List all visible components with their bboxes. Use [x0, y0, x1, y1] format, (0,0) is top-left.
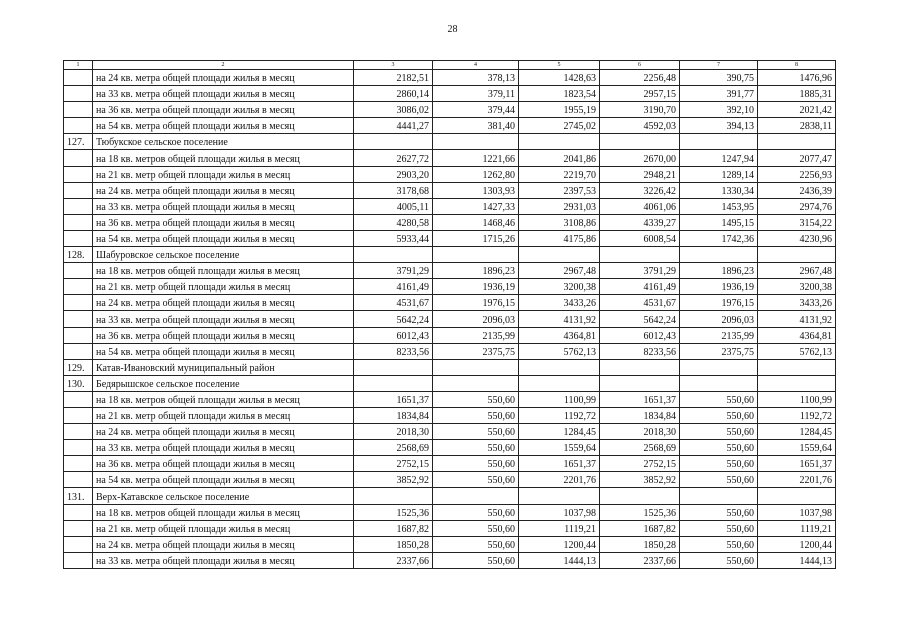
value-cell: 550,60 [433, 424, 519, 440]
value-cell: 1444,13 [519, 552, 600, 568]
value-cell: 550,60 [433, 456, 519, 472]
row-label: на 21 кв. метр общей площади жилья в месяц [93, 520, 354, 536]
row-label: на 18 кв. метров общей площади жилья в месяц [93, 391, 354, 407]
value-cell: 1192,72 [519, 407, 600, 423]
value-cell: 4161,49 [354, 279, 433, 295]
value-cell: 1936,19 [433, 279, 519, 295]
value-cell: 1525,36 [354, 504, 433, 520]
value-cell: 1896,23 [433, 263, 519, 279]
value-cell: 3154,22 [758, 214, 836, 230]
section-title: Тюбукское сельское поселение [93, 134, 354, 150]
value-cell: 4364,81 [519, 327, 600, 343]
value-cell: 2568,69 [354, 440, 433, 456]
value-cell: 550,60 [680, 472, 758, 488]
value-cell: 2021,42 [758, 102, 836, 118]
section-title: Катав-Ивановский муниципальный район [93, 359, 354, 375]
column-number-row [64, 61, 836, 70]
row-label: на 24 кв. метра общей площади жилья в месяц [93, 295, 354, 311]
value-cell: 3200,38 [758, 279, 836, 295]
empty-index-cell [64, 150, 93, 166]
value-cell: 2077,47 [758, 150, 836, 166]
value-cell: 1687,82 [354, 520, 433, 536]
row-label: на 24 кв. метра общей площади жилья в месяц [93, 424, 354, 440]
value-cell: 1262,80 [433, 166, 519, 182]
table-row [64, 198, 836, 214]
row-label: на 36 кв. метра общей площади жилья в месяц [93, 102, 354, 118]
value-cell: 550,60 [680, 552, 758, 568]
value-cell: 2974,76 [758, 198, 836, 214]
empty-index-cell [64, 102, 93, 118]
value-cell: 3852,92 [354, 472, 433, 488]
value-cell: 3791,29 [354, 263, 433, 279]
value-cell: 4280,58 [354, 214, 433, 230]
empty-index-cell [64, 343, 93, 359]
empty-index-cell [64, 70, 93, 86]
value-cell: 5642,24 [354, 311, 433, 327]
value-cell: 3852,92 [600, 472, 680, 488]
value-cell: 2931,03 [519, 198, 600, 214]
empty-cell [680, 375, 758, 391]
value-cell: 5762,13 [758, 343, 836, 359]
value-cell: 2018,30 [600, 424, 680, 440]
empty-cell [600, 375, 680, 391]
value-cell: 4005,11 [354, 198, 433, 214]
value-cell: 1476,96 [758, 70, 836, 86]
tariff-table [63, 60, 836, 569]
table-row [64, 118, 836, 134]
empty-cell [354, 359, 433, 375]
empty-index-cell [64, 552, 93, 568]
empty-index-cell [64, 230, 93, 246]
table-row [64, 86, 836, 102]
value-cell: 4131,92 [519, 311, 600, 327]
value-cell: 2256,93 [758, 166, 836, 182]
empty-cell [519, 359, 600, 375]
value-cell: 6012,43 [600, 327, 680, 343]
value-cell: 1119,21 [758, 520, 836, 536]
value-cell: 390,75 [680, 70, 758, 86]
empty-index-cell [64, 391, 93, 407]
value-cell: 2903,20 [354, 166, 433, 182]
value-cell: 1834,84 [600, 407, 680, 423]
empty-index-cell [64, 198, 93, 214]
value-cell: 3226,42 [600, 182, 680, 198]
value-cell: 1428,63 [519, 70, 600, 86]
row-label: на 21 кв. метр общей площади жилья в месяц [93, 407, 354, 423]
value-cell: 1936,19 [680, 279, 758, 295]
empty-cell [680, 247, 758, 263]
value-cell: 3086,02 [354, 102, 433, 118]
empty-index-cell [64, 118, 93, 134]
value-cell: 378,13 [433, 70, 519, 86]
value-cell: 1850,28 [354, 536, 433, 552]
value-cell: 3791,29 [600, 263, 680, 279]
value-cell: 1742,36 [680, 230, 758, 246]
value-cell: 1651,37 [519, 456, 600, 472]
value-cell: 2041,86 [519, 150, 600, 166]
empty-cell [433, 247, 519, 263]
value-cell: 550,60 [680, 407, 758, 423]
section-title: Шабуровское сельское поселение [93, 247, 354, 263]
row-label: на 54 кв. метра общей площади жилья в месяц [93, 230, 354, 246]
value-cell: 3433,26 [519, 295, 600, 311]
value-cell: 3200,38 [519, 279, 600, 295]
row-label: на 36 кв. метра общей площади жилья в месяц [93, 214, 354, 230]
value-cell: 1200,44 [758, 536, 836, 552]
value-cell: 5933,44 [354, 230, 433, 246]
row-label: на 24 кв. метра общей площади жилья в месяц [93, 536, 354, 552]
empty-index-cell [64, 407, 93, 423]
row-label: на 33 кв. метра общей площади жилья в месяц [93, 552, 354, 568]
empty-cell [433, 359, 519, 375]
value-cell: 1330,34 [680, 182, 758, 198]
section-row [64, 134, 836, 150]
value-cell: 2627,72 [354, 150, 433, 166]
table-row [64, 504, 836, 520]
table-row [64, 70, 836, 86]
value-cell: 550,60 [680, 391, 758, 407]
value-cell: 2967,48 [758, 263, 836, 279]
row-label: на 36 кв. метра общей площади жилья в месяц [93, 456, 354, 472]
value-cell: 1525,36 [600, 504, 680, 520]
empty-cell [758, 247, 836, 263]
empty-index-cell [64, 279, 93, 295]
section-row [64, 359, 836, 375]
value-cell: 550,60 [680, 504, 758, 520]
value-cell: 1453,95 [680, 198, 758, 214]
value-cell: 1037,98 [519, 504, 600, 520]
empty-index-cell [64, 311, 93, 327]
empty-cell [519, 134, 600, 150]
value-cell: 2568,69 [600, 440, 680, 456]
column-number: 3 [354, 61, 433, 70]
table-row [64, 552, 836, 568]
empty-cell [680, 359, 758, 375]
value-cell: 2375,75 [433, 343, 519, 359]
value-cell: 1976,15 [680, 295, 758, 311]
value-cell: 4592,03 [600, 118, 680, 134]
value-cell: 1715,26 [433, 230, 519, 246]
section-title: Верх-Катавское сельское поселение [93, 488, 354, 504]
table-row [64, 440, 836, 456]
table-row [64, 472, 836, 488]
column-number: 4 [433, 61, 519, 70]
empty-index-cell [64, 536, 93, 552]
value-cell: 2397,53 [519, 182, 600, 198]
value-cell: 1221,66 [433, 150, 519, 166]
empty-index-cell [64, 86, 93, 102]
table-row [64, 456, 836, 472]
row-label: на 24 кв. метра общей площади жилья в месяц [93, 182, 354, 198]
row-label: на 33 кв. метра общей площади жилья в месяц [93, 440, 354, 456]
empty-cell [433, 375, 519, 391]
empty-cell [519, 488, 600, 504]
empty-cell [600, 488, 680, 504]
section-row [64, 247, 836, 263]
table-row [64, 311, 836, 327]
page-number: 28 [447, 24, 458, 35]
value-cell: 2436,39 [758, 182, 836, 198]
value-cell: 3433,26 [758, 295, 836, 311]
value-cell: 2096,03 [433, 311, 519, 327]
empty-cell [354, 247, 433, 263]
empty-cell [758, 375, 836, 391]
table-row [64, 166, 836, 182]
empty-index-cell [64, 327, 93, 343]
value-cell: 8233,56 [354, 343, 433, 359]
row-label: на 33 кв. метра общей площади жилья в месяц [93, 86, 354, 102]
value-cell: 1289,14 [680, 166, 758, 182]
value-cell: 2096,03 [680, 311, 758, 327]
section-row [64, 488, 836, 504]
value-cell: 1976,15 [433, 295, 519, 311]
value-cell: 1468,46 [433, 214, 519, 230]
section-row [64, 375, 836, 391]
value-cell: 2256,48 [600, 70, 680, 86]
value-cell: 391,77 [680, 86, 758, 102]
table-row [64, 407, 836, 423]
empty-cell [433, 488, 519, 504]
value-cell: 1896,23 [680, 263, 758, 279]
empty-cell [519, 247, 600, 263]
value-cell: 550,60 [433, 504, 519, 520]
value-cell: 1100,99 [758, 391, 836, 407]
value-cell: 1885,31 [758, 86, 836, 102]
value-cell: 1651,37 [600, 391, 680, 407]
value-cell: 1687,82 [600, 520, 680, 536]
value-cell: 4339,27 [600, 214, 680, 230]
value-cell: 2219,70 [519, 166, 600, 182]
empty-cell [758, 488, 836, 504]
value-cell: 2745,02 [519, 118, 600, 134]
value-cell: 550,60 [680, 520, 758, 536]
table-row [64, 214, 836, 230]
empty-index-cell [64, 472, 93, 488]
row-label: на 54 кв. метра общей площади жилья в месяц [93, 118, 354, 134]
value-cell: 2860,14 [354, 86, 433, 102]
value-cell: 381,40 [433, 118, 519, 134]
empty-cell [600, 134, 680, 150]
value-cell: 379,11 [433, 86, 519, 102]
table-row [64, 279, 836, 295]
value-cell: 3178,68 [354, 182, 433, 198]
empty-cell [519, 375, 600, 391]
value-cell: 379,44 [433, 102, 519, 118]
empty-cell [680, 134, 758, 150]
value-cell: 3108,86 [519, 214, 600, 230]
row-label: на 18 кв. метров общей площади жилья в месяц [93, 150, 354, 166]
section-index: 128. [64, 247, 93, 263]
table-row [64, 150, 836, 166]
table-row [64, 295, 836, 311]
empty-cell [354, 375, 433, 391]
value-cell: 550,60 [433, 472, 519, 488]
value-cell: 8233,56 [600, 343, 680, 359]
value-cell: 1119,21 [519, 520, 600, 536]
column-number: 2 [93, 61, 354, 70]
value-cell: 550,60 [680, 424, 758, 440]
value-cell: 2375,75 [680, 343, 758, 359]
value-cell: 1444,13 [758, 552, 836, 568]
value-cell: 1192,72 [758, 407, 836, 423]
row-label: на 21 кв. метр общей площади жилья в месяц [93, 279, 354, 295]
row-label: на 21 кв. метр общей площади жилья в месяц [93, 166, 354, 182]
value-cell: 4531,67 [354, 295, 433, 311]
value-cell: 4131,92 [758, 311, 836, 327]
empty-index-cell [64, 182, 93, 198]
value-cell: 4061,06 [600, 198, 680, 214]
value-cell: 2337,66 [354, 552, 433, 568]
value-cell: 392,10 [680, 102, 758, 118]
value-cell: 2201,76 [758, 472, 836, 488]
value-cell: 4175,86 [519, 230, 600, 246]
value-cell: 1850,28 [600, 536, 680, 552]
empty-index-cell [64, 166, 93, 182]
empty-index-cell [64, 424, 93, 440]
value-cell: 1495,15 [680, 214, 758, 230]
value-cell: 1823,54 [519, 86, 600, 102]
table-row [64, 391, 836, 407]
table-row [64, 327, 836, 343]
value-cell: 6008,54 [600, 230, 680, 246]
column-number: 7 [680, 61, 758, 70]
empty-cell [600, 359, 680, 375]
value-cell: 550,60 [680, 456, 758, 472]
value-cell: 550,60 [433, 391, 519, 407]
column-number: 1 [64, 61, 93, 70]
section-index: 130. [64, 375, 93, 391]
row-label: на 18 кв. метров общей площади жилья в месяц [93, 504, 354, 520]
value-cell: 1200,44 [519, 536, 600, 552]
value-cell: 5762,13 [519, 343, 600, 359]
section-title: Бедярышское сельское поселение [93, 375, 354, 391]
value-cell: 1247,94 [680, 150, 758, 166]
value-cell: 1303,93 [433, 182, 519, 198]
value-cell: 3190,70 [600, 102, 680, 118]
empty-cell [433, 134, 519, 150]
empty-index-cell [64, 440, 93, 456]
table-row [64, 263, 836, 279]
empty-cell [758, 134, 836, 150]
empty-index-cell [64, 295, 93, 311]
empty-index-cell [64, 520, 93, 536]
table-body [64, 61, 836, 569]
value-cell: 2018,30 [354, 424, 433, 440]
value-cell: 550,60 [680, 440, 758, 456]
row-label: на 54 кв. метра общей площади жилья в месяц [93, 343, 354, 359]
table-row [64, 520, 836, 536]
value-cell: 2135,99 [433, 327, 519, 343]
table-row [64, 182, 836, 198]
empty-cell [354, 488, 433, 504]
row-label: на 33 кв. метра общей площади жилья в месяц [93, 198, 354, 214]
value-cell: 4161,49 [600, 279, 680, 295]
value-cell: 1284,45 [519, 424, 600, 440]
row-label: на 36 кв. метра общей площади жилья в месяц [93, 327, 354, 343]
row-label: на 18 кв. метров общей площади жилья в месяц [93, 263, 354, 279]
table-row [64, 424, 836, 440]
value-cell: 4441,27 [354, 118, 433, 134]
value-cell: 1100,99 [519, 391, 600, 407]
empty-cell [758, 359, 836, 375]
row-label: на 54 кв. метра общей площади жилья в месяц [93, 472, 354, 488]
section-index: 131. [64, 488, 93, 504]
value-cell: 2957,15 [600, 86, 680, 102]
row-label: на 33 кв. метра общей площади жилья в месяц [93, 311, 354, 327]
row-label: на 24 кв. метра общей площади жилья в месяц [93, 70, 354, 86]
value-cell: 1651,37 [758, 456, 836, 472]
empty-index-cell [64, 504, 93, 520]
section-index: 127. [64, 134, 93, 150]
column-number: 8 [758, 61, 836, 70]
value-cell: 1037,98 [758, 504, 836, 520]
value-cell: 2337,66 [600, 552, 680, 568]
value-cell: 2967,48 [519, 263, 600, 279]
value-cell: 550,60 [433, 520, 519, 536]
value-cell: 550,60 [433, 407, 519, 423]
value-cell: 1651,37 [354, 391, 433, 407]
value-cell: 2838,11 [758, 118, 836, 134]
value-cell: 2752,15 [600, 456, 680, 472]
table-row [64, 536, 836, 552]
value-cell: 1284,45 [758, 424, 836, 440]
column-number: 5 [519, 61, 600, 70]
empty-cell [354, 134, 433, 150]
empty-cell [680, 488, 758, 504]
column-number: 6 [600, 61, 680, 70]
value-cell: 2752,15 [354, 456, 433, 472]
value-cell: 550,60 [433, 440, 519, 456]
value-cell: 4364,81 [758, 327, 836, 343]
value-cell: 4230,96 [758, 230, 836, 246]
value-cell: 2182,51 [354, 70, 433, 86]
value-cell: 4531,67 [600, 295, 680, 311]
value-cell: 394,13 [680, 118, 758, 134]
value-cell: 550,60 [433, 536, 519, 552]
empty-index-cell [64, 263, 93, 279]
value-cell: 1955,19 [519, 102, 600, 118]
value-cell: 2135,99 [680, 327, 758, 343]
section-index: 129. [64, 359, 93, 375]
value-cell: 2670,00 [600, 150, 680, 166]
value-cell: 2201,76 [519, 472, 600, 488]
value-cell: 550,60 [680, 536, 758, 552]
value-cell: 550,60 [433, 552, 519, 568]
table-row [64, 343, 836, 359]
value-cell: 1559,64 [519, 440, 600, 456]
empty-index-cell [64, 214, 93, 230]
table-row [64, 102, 836, 118]
value-cell: 1559,64 [758, 440, 836, 456]
value-cell: 6012,43 [354, 327, 433, 343]
table-row [64, 230, 836, 246]
value-cell: 1834,84 [354, 407, 433, 423]
value-cell: 5642,24 [600, 311, 680, 327]
empty-index-cell [64, 456, 93, 472]
value-cell: 1427,33 [433, 198, 519, 214]
empty-cell [600, 247, 680, 263]
value-cell: 2948,21 [600, 166, 680, 182]
